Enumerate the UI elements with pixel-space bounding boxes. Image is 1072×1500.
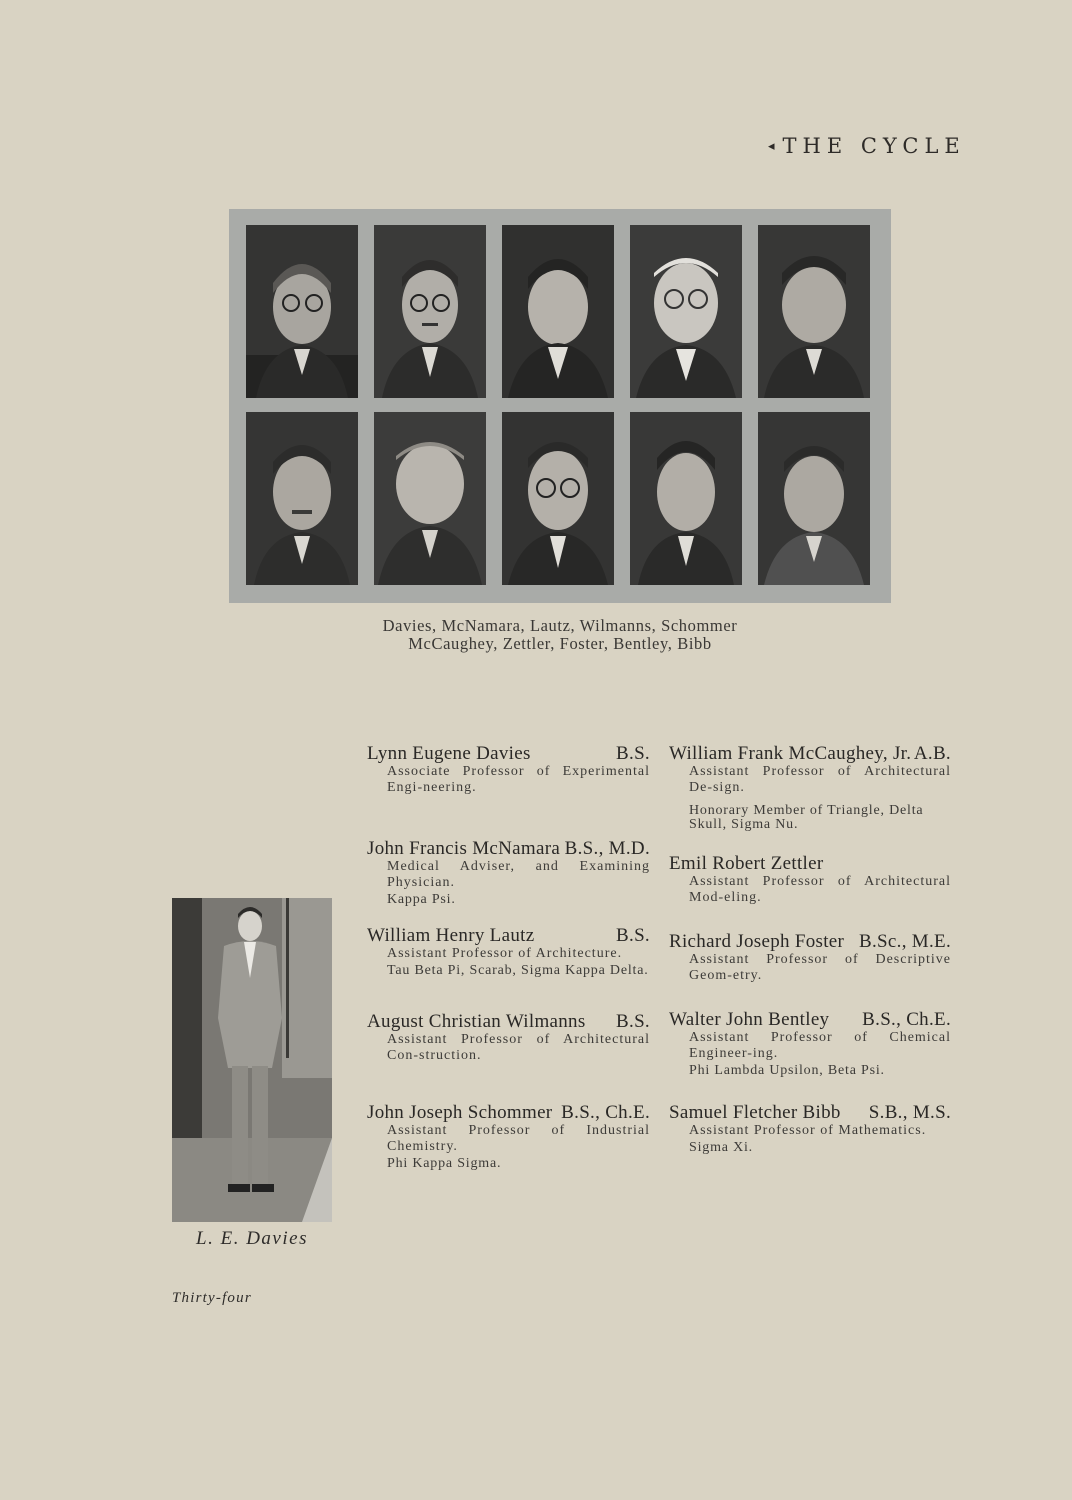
entry-degree: B.S. (616, 743, 650, 764)
snapshot-caption: L. E. Davies (196, 1228, 308, 1249)
portrait-foster (502, 412, 614, 585)
entry-degree: A.B. (913, 743, 951, 764)
portrait-zettler (374, 412, 486, 585)
entry-degree: B.Sc., M.E. (859, 931, 951, 952)
entry-degree: B.S., Ch.E. (862, 1009, 951, 1030)
entry-davies (367, 744, 650, 796)
entry-affiliations: Phi Kappa Sigma. (387, 1156, 502, 1171)
entry-affiliations: Kappa Psi. (387, 892, 456, 907)
entry-affiliations: Phi Lambda Upsilon, Beta Psi. (689, 1063, 885, 1078)
entry-description: Assistant Professor of Mathematics. (689, 1123, 927, 1138)
entry-description: Assistant Professor of Architecture. (387, 946, 623, 961)
portrait-schommer (758, 225, 870, 398)
header-title: THE CYCLE (782, 134, 966, 158)
portrait-image (374, 225, 486, 398)
entry-degree: B.S. (616, 1011, 650, 1032)
entry-degree: B.S., M.D. (564, 838, 650, 859)
snapshot-image (172, 898, 332, 1222)
portrait-lautz (502, 225, 614, 398)
entry-name: August Christian Wilmanns (367, 1011, 586, 1032)
entry-zettler (669, 854, 951, 906)
entry-wilmanns (367, 1012, 650, 1064)
caption-line-2: McCaughey, Zettler, Foster, Bentley, Bibb (408, 634, 712, 653)
portrait-bibb (758, 412, 870, 585)
entry-foster (669, 932, 951, 984)
entry-degree: B.S., Ch.E. (561, 1102, 650, 1123)
entry-bibb (669, 1103, 951, 1155)
entry-name: Emil Robert Zettler (669, 853, 824, 874)
portrait-image (630, 412, 742, 585)
portrait-image (758, 412, 870, 585)
entry-name: Samuel Fletcher Bibb (669, 1102, 841, 1123)
portrait-mccaughey (246, 412, 358, 585)
entry-bentley (669, 1010, 951, 1078)
entry-description: Assistant Professor of Industrial Chemistry. (387, 1123, 650, 1154)
entry-name: John Joseph Schommer (367, 1102, 553, 1123)
caption-line-1: Davies, McNamara, Lautz, Wilmanns, Schommer (382, 616, 738, 635)
entry-name: Richard Joseph Foster (669, 931, 845, 952)
snapshot-photo (172, 898, 332, 1222)
entry-description: Medical Adviser, and Examining Physician. (387, 859, 650, 890)
header-arrow-icon: ◂ (768, 139, 775, 154)
entry-name: William Henry Lautz (367, 925, 535, 946)
portrait-davies (246, 225, 358, 398)
entry-description: Assistant Professor of Chemical Engineer-ing. (689, 1030, 951, 1061)
portrait-caption (229, 617, 891, 653)
entry-name: Walter John Bentley (669, 1009, 830, 1030)
portrait-grid (229, 209, 891, 603)
entry-name: John Francis McNamara (367, 838, 561, 859)
entry-degree: B.S. (616, 925, 650, 946)
entry-name: William Frank McCaughey, Jr. (669, 743, 912, 764)
page-number: Thirty-four (172, 1290, 252, 1306)
entry-affiliations: Sigma Xi. (689, 1140, 753, 1155)
portrait-image (246, 225, 358, 398)
entry-description: Assistant Professor of Descriptive Geom-etry. (689, 952, 951, 983)
entry-description: Assistant Professor of Architectural De-sign. (689, 764, 951, 795)
portrait-image (502, 225, 614, 398)
entry-description: Assistant Professor of Architectural Mod-eling. (689, 874, 951, 905)
entry-description: Associate Professor of Experimental Engi-neering. (387, 764, 650, 795)
entry-name: Lynn Eugene Davies (367, 743, 531, 764)
running-header (768, 134, 968, 158)
entry-affiliations: Honorary Member of Triangle, Delta Skull, Sigma Nu. (689, 803, 924, 832)
portrait-image (502, 412, 614, 585)
entry-affiliations: Tau Beta Pi, Scarab, Sigma Kappa Delta. (387, 963, 649, 978)
entry-mcnamara (367, 839, 650, 907)
portrait-image (246, 412, 358, 585)
entry-mccaughey (669, 744, 951, 832)
entry-lautz (367, 926, 650, 978)
portrait-image (630, 225, 742, 398)
entry-degree: S.B., M.S. (868, 1102, 951, 1123)
entry-description: Assistant Professor of Architectural Con-struction. (387, 1032, 650, 1063)
portrait-image (758, 225, 870, 398)
entry-schommer (367, 1103, 650, 1171)
portrait-mcnamara (374, 225, 486, 398)
portrait-wilmanns (630, 225, 742, 398)
portrait-image (374, 412, 486, 585)
portrait-bentley (630, 412, 742, 585)
